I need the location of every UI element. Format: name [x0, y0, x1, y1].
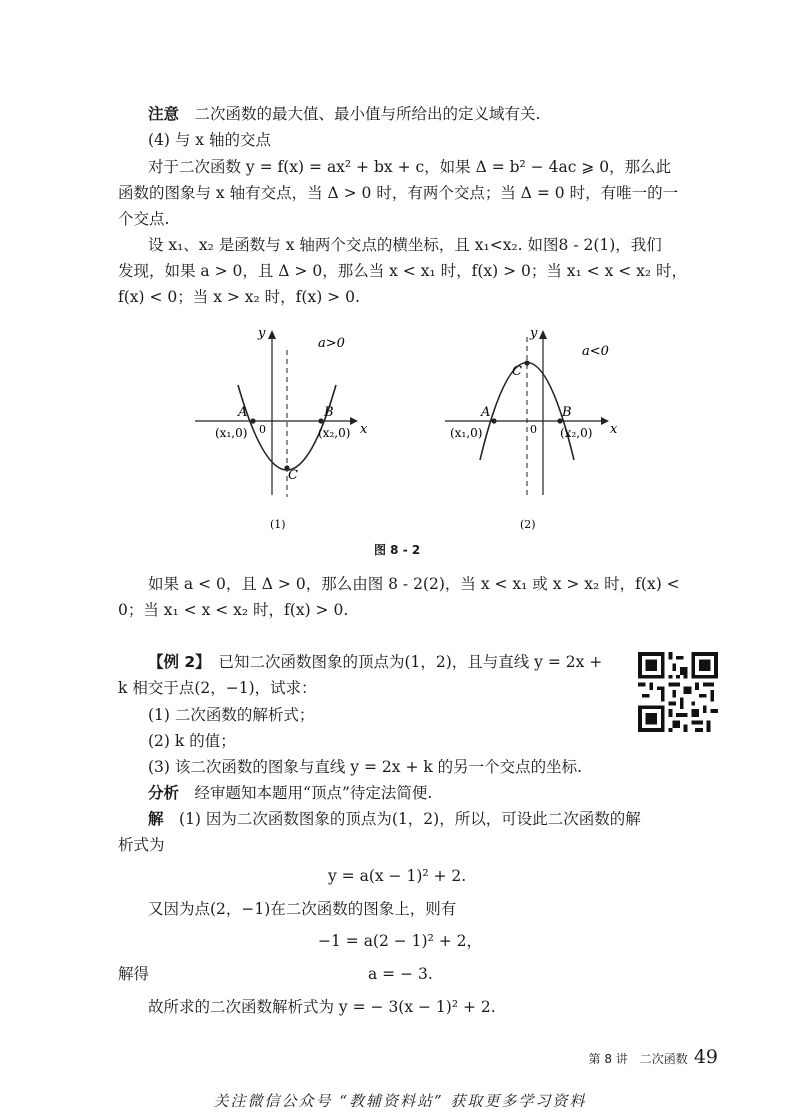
solution-line: 析式为 — [118, 836, 165, 854]
question-1: (1) 二次函数的解析式； — [148, 706, 315, 724]
b-label: B — [562, 405, 572, 420]
para-line: 发现，如果 a > 0，且 Δ > 0，那么当 x < x₁ 时，f(x) > 0；当 x₁ < x < x₂ 时， — [118, 262, 688, 280]
point-a — [250, 418, 255, 423]
note-line: 注意 二次函数的最大值、最小值与所给出的定义域有关. — [148, 105, 541, 123]
para-line: 设 x₁、x₂ 是函数与 x 轴两个交点的横坐标，且 x₁<x₂. 如图8 - 2(1)，我们 — [148, 236, 662, 254]
c-label: C — [288, 468, 298, 483]
para-line: 如果 a < 0，且 Δ > 0，那么由图 8 - 2(2)，当 x < x₁ 或 x > x₂ 时，f(x) < — [148, 575, 680, 593]
para-line: 0；当 x₁ < x < x₂ 时，f(x) > 0. — [118, 601, 349, 619]
para-line: 对于二次函数 y = f(x) = ax² + bx + c，如果 Δ = b² − 4ac ⩾ 0，那么此 — [148, 158, 672, 176]
solution-line: 解 (1) 因为二次函数图象的顶点为(1，2)，所以，可设此二次函数的解 — [148, 810, 641, 828]
example-line: k 相交于点(2，−1)，试求： — [118, 679, 317, 697]
cond-label: a<0 — [582, 344, 609, 359]
a-coord: (x₁,0) — [450, 426, 483, 440]
qr-code[interactable] — [638, 652, 718, 732]
conclusion-line: 故所求的二次函数解析式为 y = − 3(x − 1)² + 2. — [148, 998, 496, 1016]
b-coord: (x₂,0) — [560, 426, 593, 440]
example-head: 【例 2】 — [148, 653, 203, 671]
para-line: 个交点. — [118, 210, 170, 228]
x-label: x — [610, 422, 618, 437]
section-heading: (4) 与 x 轴的交点 — [148, 131, 271, 149]
solution-head: 解 — [148, 810, 164, 828]
example-line: 【例 2】 已知二次函数图象的顶点为(1，2)，且与直线 y = 2x + — [148, 653, 603, 671]
x-arrow-icon — [601, 417, 609, 425]
analysis-head: 分析 — [148, 784, 180, 802]
note-head: 注意 — [148, 105, 180, 123]
analysis-line: 分析 经审题知本题用“顶点”待定法简便. — [148, 784, 433, 802]
a-label: A — [481, 405, 491, 420]
equation-1: y = a(x − 1)² + 2. — [328, 867, 467, 885]
figure-caption: 图 8 - 2 — [374, 543, 421, 557]
fig-1-caption: (1) — [270, 518, 286, 531]
x-label: x — [360, 422, 368, 437]
figure-8-2 — [0, 315, 800, 545]
point-b — [318, 418, 323, 423]
fig-2-caption: (2) — [520, 518, 536, 531]
origin-label: 0 — [259, 423, 266, 436]
y-arrow-icon — [539, 330, 547, 339]
question-2: (2) k 的值； — [148, 732, 236, 750]
para-line: f(x) < 0；当 x > x₂ 时，f(x) > 0. — [118, 288, 360, 306]
cond-label: a>0 — [318, 336, 345, 351]
equation-3: a = − 3. — [368, 965, 433, 983]
x-arrow-icon — [350, 417, 358, 425]
graph-1 — [195, 326, 368, 531]
watermark-note: 关注微信公众号 “教辅资料站” 获取更多学习资料 — [213, 1092, 587, 1110]
a-coord: (x₁,0) — [215, 426, 248, 440]
page-footer — [589, 1046, 718, 1068]
page-number: 49 — [693, 1046, 718, 1068]
c-label: C — [512, 364, 522, 379]
y-label: y — [258, 326, 266, 341]
point-a — [491, 418, 496, 423]
point-c — [524, 360, 529, 365]
y-label: y — [530, 326, 538, 341]
solve-line: 解得 a = − 3. — [118, 965, 433, 983]
graph-2 — [445, 326, 618, 531]
a-label: A — [238, 405, 248, 420]
para-line: 又因为点(2，−1)在二次函数的图象上，则有 — [148, 900, 457, 918]
chapter-label: 第 8 讲 二次函数 — [588, 1052, 688, 1066]
para-line: 函数的图象与 x 轴有交点，当 Δ > 0 时，有两个交点；当 Δ = 0 时，有唯一的一 — [118, 184, 679, 202]
equation-2: −1 = a(2 − 1)² + 2， — [318, 932, 483, 950]
origin-label: 0 — [530, 423, 537, 436]
b-label: B — [324, 405, 334, 420]
y-arrow-icon — [268, 330, 276, 339]
question-3: (3) 该二次函数的图象与直线 y = 2x + k 的另一个交点的坐标. — [148, 758, 583, 776]
b-coord: (x₂,0) — [318, 426, 351, 440]
